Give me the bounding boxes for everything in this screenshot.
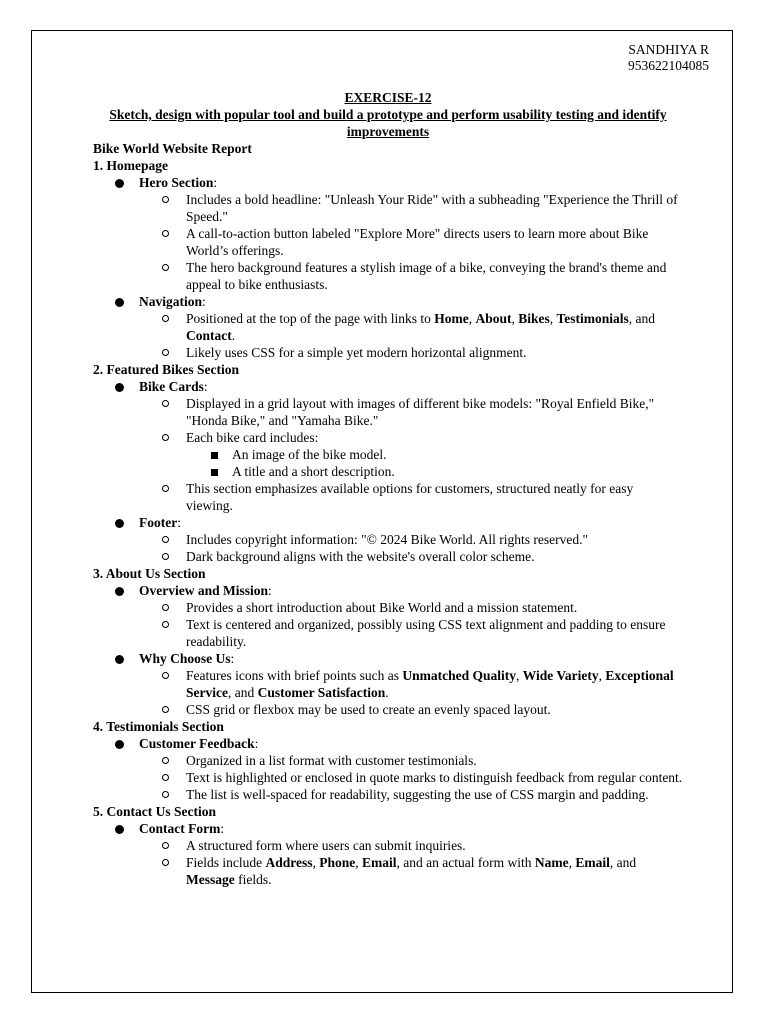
bullet-label: Contact Form <box>139 821 221 836</box>
sub-bullet <box>93 548 683 565</box>
sub-sub-bullet <box>93 446 683 463</box>
feature-satisfaction-text: Customer Satisfaction <box>257 685 386 700</box>
sub-bullet <box>93 191 683 225</box>
sub-bullet <box>93 854 683 888</box>
bullet-footer <box>93 514 683 531</box>
sub-bullet-text: Provides a short introduction about Bike World and a mission statement. <box>186 600 578 615</box>
bullet-colon: : <box>254 736 259 751</box>
bullet-circle-icon <box>162 553 169 560</box>
field-address-text: Address <box>265 855 313 870</box>
sub-bullet-text: Likely uses CSS for a simple yet modern horizontal alignment. <box>186 345 527 360</box>
bullet-circle-icon <box>162 859 169 866</box>
sub-bullet <box>93 769 683 786</box>
sub-bullet <box>93 786 683 803</box>
author-block <box>628 42 709 74</box>
nav-link-bikes-text: Bikes <box>518 311 550 326</box>
sub-bullet-text: A structured form where users can submit inquiries. <box>186 838 466 853</box>
bullet-circle-icon <box>162 842 169 849</box>
separator: , <box>468 311 476 326</box>
bullet-circle-icon <box>162 791 169 798</box>
bullet-label: Why Choose Us <box>139 651 231 666</box>
separator: , <box>312 855 320 870</box>
bullet-circle-icon <box>162 536 169 543</box>
sub-bullet-text: This section emphasizes available options for customers, structured neatly for easy viewing. <box>186 481 634 513</box>
bullet-colon: : <box>230 651 235 666</box>
report-content <box>93 89 683 888</box>
sub-bullet <box>93 667 683 701</box>
bullet-circle-icon <box>162 672 169 679</box>
separator: , and <box>609 855 637 870</box>
bullet-circle-icon <box>162 774 169 781</box>
exercise-title: EXERCISE-12 <box>344 90 432 105</box>
bullet-circle-icon <box>162 706 169 713</box>
sentence-end: . <box>385 685 389 700</box>
nav-link-home-text: Home <box>434 311 469 326</box>
exercise-subtitle: Sketch, design with popular tool and build a prototype and perform usability testing and identify improvements <box>109 107 667 139</box>
sub-bullet <box>93 480 683 514</box>
bullet-circle-icon <box>162 757 169 764</box>
bullet-colon: : <box>213 175 218 190</box>
bullet-label: Overview and Mission <box>139 583 269 598</box>
author-id: 953622104085 <box>628 58 709 73</box>
bullet-circle-icon <box>162 196 169 203</box>
bullet-disc-icon <box>115 587 124 596</box>
section-heading-about-us: 3. About Us Section <box>93 566 206 581</box>
separator: , <box>355 855 363 870</box>
separator: , <box>511 311 519 326</box>
bullet-disc-icon <box>115 519 124 528</box>
sub-bullet-text: Includes copyright information: "© 2024 Bike World. All rights reserved." <box>186 532 589 547</box>
bullet-square-icon <box>211 469 218 476</box>
bullet-colon: : <box>203 379 208 394</box>
sub-bullet <box>93 599 683 616</box>
sub-bullet-text: , and an actual form with <box>396 855 535 870</box>
sub-sub-bullet <box>93 463 683 480</box>
separator: , <box>568 855 576 870</box>
bullet-navigation <box>93 293 683 310</box>
bullet-overview-mission <box>93 582 683 599</box>
bullet-label: Footer <box>139 515 178 530</box>
bullet-colon: : <box>202 294 206 309</box>
sub-bullet <box>93 701 683 718</box>
bullet-circle-icon <box>162 400 169 407</box>
sub-bullet-text: Includes a bold headline: "Unleash Your Ride" with a subheading "Experience the Thrill of Speed." <box>186 192 678 224</box>
sub-bullet-text: Fields include <box>186 855 266 870</box>
bullet-circle-icon <box>162 264 169 271</box>
bullet-contact-form <box>93 820 683 837</box>
bullet-disc-icon <box>115 298 124 307</box>
field-name-text: Name <box>534 855 569 870</box>
sub-bullet <box>93 259 683 293</box>
sub-sub-bullet-text: An image of the bike model. <box>232 447 387 462</box>
bullet-circle-icon <box>162 434 169 441</box>
report-title: Bike World Website Report <box>93 141 252 156</box>
bullet-circle-icon <box>162 230 169 237</box>
bullet-label: Navigation <box>139 294 203 309</box>
author-name: SANDHIYA R <box>628 42 709 57</box>
bullet-label: Customer Feedback <box>139 736 255 751</box>
bullet-disc-icon <box>115 825 124 834</box>
sub-bullet-text: The hero background features a stylish image of a bike, conveying the brand's theme and appeal to bike enthusiasts. <box>186 260 667 292</box>
bullet-disc-icon <box>115 740 124 749</box>
feature-service-text: Exceptional Service <box>186 668 674 700</box>
nav-link-testimonials-text: Testimonials <box>556 311 629 326</box>
field-email-text: Email <box>575 855 610 870</box>
bullet-disc-icon <box>115 655 124 664</box>
sub-bullet <box>93 225 683 259</box>
bullet-label: Hero Section <box>139 175 214 190</box>
nav-link-contact-text: Contact <box>186 328 232 343</box>
bullet-hero-section <box>93 174 683 191</box>
sentence-end: fields. <box>234 872 272 887</box>
bullet-square-icon <box>211 452 218 459</box>
sub-bullet-text: Dark background aligns with the website's overall color scheme. <box>186 549 535 564</box>
sub-bullet-text: A call-to-action button labeled "Explore More" directs users to learn more about Bike World’s offerings. <box>186 226 649 258</box>
sentence-end: . <box>231 328 236 343</box>
sub-sub-bullet-text: A title and a short description. <box>232 464 395 479</box>
sub-bullet <box>93 344 683 361</box>
feature-variety-text: Wide Variety <box>522 668 599 683</box>
bullet-disc-icon <box>115 179 124 188</box>
sub-bullet-text: Text is centered and organized, possibly using CSS text alignment and padding to ensure readability. <box>186 617 666 649</box>
section-heading-homepage: 1. Homepage <box>93 158 168 173</box>
sub-bullet <box>93 616 683 650</box>
bullet-circle-icon <box>162 349 169 356</box>
separator: , and <box>628 311 656 326</box>
bullet-why-choose-us <box>93 650 683 667</box>
sub-bullet-text: CSS grid or flexbox may be used to create an evenly spaced layout. <box>186 702 551 717</box>
sub-bullet <box>93 531 683 548</box>
field-message-text: Message <box>186 872 235 887</box>
separator: , <box>515 668 523 683</box>
bullet-bike-cards <box>93 378 683 395</box>
sub-bullet <box>93 310 683 344</box>
sub-bullet-text: Displayed in a grid layout with images of different bike models: "Royal Enfield Bike," "Honda Bike," and "Yamaha Bike." <box>186 396 655 428</box>
sub-bullet <box>93 429 683 446</box>
bullet-colon: : <box>220 821 225 836</box>
separator: , and <box>227 685 258 700</box>
bullet-colon: : <box>177 515 181 530</box>
bullet-colon: : <box>268 583 272 598</box>
sub-bullet <box>93 752 683 769</box>
sub-bullet <box>93 837 683 854</box>
feature-quality-text: Unmatched Quality <box>402 668 516 683</box>
bullet-circle-icon <box>162 621 169 628</box>
field-phone-text: Phone <box>319 855 356 870</box>
section-heading-contact-us: 5. Contact Us Section <box>93 804 216 819</box>
sub-bullet-text: Positioned at the top of the page with links to <box>186 311 435 326</box>
nav-link-about-text: About <box>475 311 512 326</box>
sub-bullet-text: Features icons with brief points such as <box>186 668 403 683</box>
sub-bullet-text: Each bike card includes: <box>186 430 319 445</box>
sub-bullet <box>93 395 683 429</box>
sub-bullet-text: The list is well-spaced for readability, suggesting the use of CSS margin and padding. <box>186 787 649 802</box>
bullet-circle-icon <box>162 315 169 322</box>
bullet-customer-feedback <box>93 735 683 752</box>
field-email-text: Email <box>362 855 397 870</box>
section-heading-testimonials: 4. Testimonials Section <box>93 719 224 734</box>
separator: , <box>549 311 557 326</box>
sub-bullet-text: Text is highlighted or enclosed in quote marks to distinguish feedback from regular content. <box>186 770 683 785</box>
bullet-disc-icon <box>115 383 124 392</box>
sub-bullet-text: Organized in a list format with customer testimonials. <box>186 753 477 768</box>
bullet-label: Bike Cards <box>139 379 204 394</box>
separator: , <box>598 668 606 683</box>
section-heading-featured-bikes: 2. Featured Bikes Section <box>93 362 239 377</box>
bullet-circle-icon <box>162 604 169 611</box>
bullet-circle-icon <box>162 485 169 492</box>
